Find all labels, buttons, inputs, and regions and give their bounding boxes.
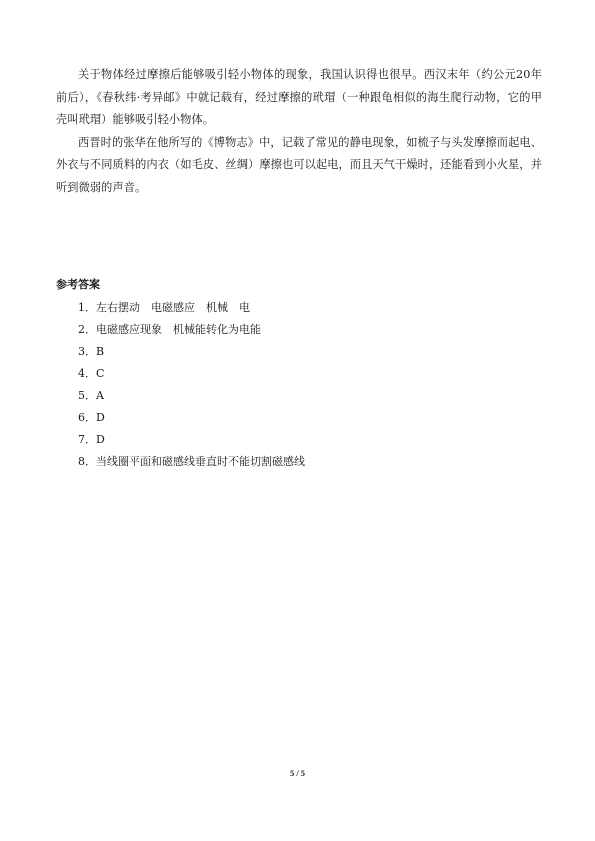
answer-item (78, 341, 305, 363)
answer-item (78, 407, 305, 429)
answer-number: 8． (78, 455, 96, 468)
answer-number: 7． (78, 433, 96, 446)
passage-paragraph-2: 西晋时的张华在他所写的《博物志》中，记载了常见的静电现象，如梳子与头发摩擦而起电、外衣与不同质料的内衣（如毛皮、丝绸）摩擦也可以起电，而且天气干燥时，还能看到小火星，并听到微弱的声音。 (56, 135, 542, 194)
answer-item (78, 429, 305, 451)
answer-item (78, 385, 305, 407)
answer-item (78, 451, 305, 473)
answer-text: A (96, 389, 104, 402)
passage-paragraph-1: 关于物体经过摩擦后能够吸引轻小物体的现象，我国认识得也很早。西汉末年（约公元20年前后），《春秋纬·考异邮》中就记载有，经过摩擦的玳瑁（一种跟龟相似的海生爬行动物，它的甲壳叫玳瑁）能够吸引轻小物体。 (56, 68, 542, 126)
answer-item (78, 297, 305, 319)
answer-text: D (96, 433, 105, 446)
reading-passage (56, 64, 542, 199)
answer-number: 2． (78, 323, 96, 336)
answer-text: D (96, 411, 105, 424)
answer-list (78, 297, 305, 473)
answer-number: 3． (78, 345, 96, 358)
answer-text: 电磁感应现象 机械能转化为电能 (96, 323, 261, 336)
answer-text: 当线圈平面和磁感线垂直时不能切割磁感线 (96, 455, 305, 468)
answer-item (78, 363, 305, 385)
answer-text: 左右摆动 电磁感应 机械 电 (96, 301, 250, 314)
answer-number: 4． (78, 367, 96, 380)
answer-number: 5． (78, 389, 96, 402)
answer-number: 6． (78, 411, 96, 424)
answers-heading: 参考答案 (56, 278, 100, 291)
answer-item (78, 319, 305, 341)
answer-text: B (96, 345, 105, 358)
page-number: 5 / 5 (289, 768, 306, 778)
answer-number: 1． (78, 301, 96, 314)
answer-text: C (96, 367, 105, 380)
